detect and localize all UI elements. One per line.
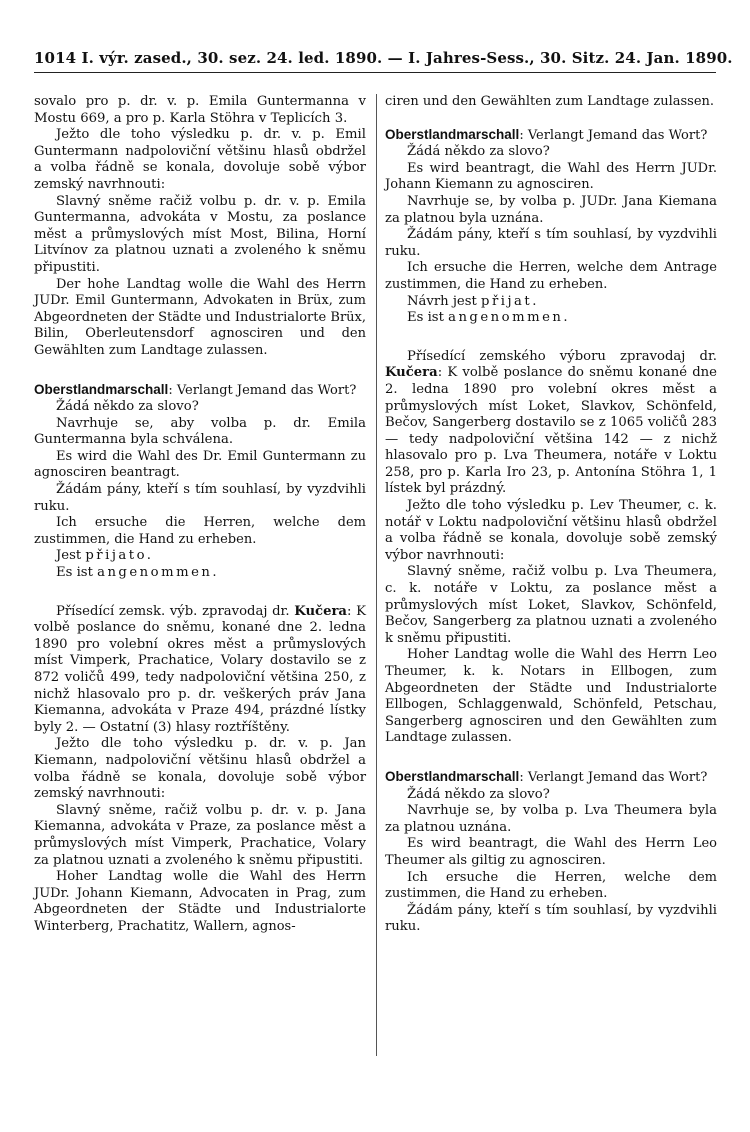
german-paragraph: Hoher Landtag wolle die Wahl des Herrn JUDr. Johann Kiemann, Advocaten in Prag, zum Abgeordneten der Städte und Industrialorte Winterberg, Prachatitz, Wallern, agnos- bbox=[34, 869, 366, 934]
result-spaced: přijat. bbox=[481, 293, 539, 309]
speaker-paragraph: Oberstlandmarschall: Verlangt Jemand das Wort? bbox=[385, 768, 708, 785]
header-rule bbox=[34, 72, 716, 73]
speaker-name: Oberstlandmarschall bbox=[385, 126, 520, 142]
result-spaced: angenommen. bbox=[448, 310, 571, 326]
german-paragraph: Ich ersuche die Herren, welche dem Antrage zustimmen, die Hand zu erheben. bbox=[385, 260, 717, 292]
report-text: : K volbě poslance do sněmu konané dne 2. ledna 1890 pro volební okres měst a průmyslových míst Loket, Slavkov, Schönfeld, Bečov, Sangerberg dostavilo se z 1065 voličů 283 — tedy nadpoloviční většina 142 — z nichž hlasovalo pro p. Lva Theumera, notáře v Loktu 258, pro p. Karla Iro 23, p. Antonína Stöhra 1, 1 lístek byl prázdný. bbox=[385, 365, 717, 497]
result-lead: Es ist bbox=[56, 565, 98, 581]
spacer bbox=[34, 582, 366, 604]
report-intro: Přísedící zemského výboru zpravodaj dr. bbox=[407, 348, 717, 364]
report-paragraph bbox=[385, 349, 717, 498]
czech-paragraph: Žádám pány, kteří s tím souhlasí, by vyzdvihli ruku. bbox=[385, 902, 717, 935]
speech-text: Verlangt Jemand das Wort? bbox=[176, 382, 357, 398]
czech-paragraph: Ježto dle toho výsledku p. dr. v. p. Jan Kiemann, nadpoloviční většinu hlasů obdržel a volba řádně se konala, dovoluje sobě výbor zemský navrhnouti: bbox=[34, 736, 366, 802]
result-lead: Jest bbox=[56, 548, 86, 564]
czech-paragraph: Slavný sněme račiž volbu p. dr. v. p. Emila Guntermanna, advokáta v Mostu, za poslance měst a průmyslových míst Most, Bilina, Horní Litvínov za platnou uznati a zvoleného k sněmu připustiti. bbox=[34, 193, 366, 275]
german-paragraph: Es wird beantragt, die Wahl des Herrn JUDr. Johann Kiemann zu agnosciren. bbox=[385, 160, 717, 193]
german-paragraph: Es wird beantragt, die Wahl des Herrn Leo Theumer als giltig zu agnosciren. bbox=[385, 836, 717, 868]
german-paragraph: ciren und den Gewählten zum Landtage zulassen. bbox=[385, 94, 715, 109]
german-paragraph: Es wird die Wahl des Dr. Emil Guntermann zu agnosciren beantragt. bbox=[34, 448, 366, 481]
czech-paragraph: Žádá někdo za slovo? bbox=[56, 399, 199, 415]
reporter-name: Kučera bbox=[385, 365, 438, 381]
czech-paragraph: Navrhuje se, aby volba p. dr. Emila Guntermanna byla schválena. bbox=[34, 415, 366, 448]
result-lead: Návrh jest bbox=[407, 293, 481, 309]
speaker-name: Oberstlandmarschall bbox=[34, 381, 169, 397]
result-paragraph bbox=[34, 548, 366, 565]
reporter-name: Kučera bbox=[294, 603, 347, 619]
spacer bbox=[385, 111, 717, 127]
czech-paragraph: Navrhuje se, by volba p. Lva Theumera byla za platnou uznána. bbox=[385, 803, 717, 835]
left-column bbox=[34, 94, 366, 936]
result-spaced: přijato. bbox=[85, 548, 154, 564]
czech-paragraph: Žádá někdo za slovo? bbox=[407, 144, 550, 160]
czech-paragraph: Žádá někdo za slovo? bbox=[407, 786, 550, 802]
page-header: 1014 I. výr. zased., 30. sez. 24. led. 1890. — I. Jahres-Sess., 30. Sitz. 24. Jan. 1890. bbox=[34, 49, 733, 67]
right-column bbox=[385, 94, 717, 936]
result-paragraph bbox=[34, 565, 366, 582]
german-paragraph: Hoher Landtag wolle die Wahl des Herrn Leo Theumer, k. k. Notars in Ellbogen, zum Abgeordneten der Städte und Industrialorte Ellbogen, Schlaggenwald, Schönfeld, Petschau, Sangerberg agnosciren und den Gewählten zum Landtage zulassen. bbox=[385, 647, 717, 746]
german-paragraph: Ich ersuche die Herren, welche dem zustimmen, die Hand zu erheben. bbox=[385, 869, 717, 902]
czech-paragraph: Ježto dle toho výsledku p. dr. v. p. Emil Guntermann nadpoloviční většinu hlasů obdržel a volba řádně se konala, dovoluje sobě výbor zemský navrhnouti: bbox=[34, 127, 366, 192]
czech-paragraph: Ježto dle toho výsledku p. Lev Theumer, c. k. notář v Loktu nadpoloviční většinu hlasů obdržel a volba řádně se konala, dovoluje sobě zemský výbor navrhnouti: bbox=[385, 498, 717, 563]
czech-paragraph: Navrhuje se, by volba p. JUDr. Jana Kiemana za platnou byla uznána. bbox=[385, 193, 717, 226]
speaker-paragraph: Oberstlandmarschall: Verlangt Jemand das Wort? bbox=[34, 381, 357, 398]
speech-text: Verlangt Jemand das Wort? bbox=[527, 127, 708, 143]
speaker-paragraph: Oberstlandmarschall: Verlangt Jemand das Wort? bbox=[385, 126, 708, 143]
czech-paragraph: sovalo pro p. dr. v. p. Emila Guntermanna v Mostu 669, a pro p. Karla Stöhra v Teplicích 3. bbox=[34, 94, 366, 126]
czech-paragraph: Slavný sněme, račiž volbu p. dr. v. p. Jana Kiemanna, advokáta v Praze, za poslance měst a průmyslových míst Vimperk, Prachatice, Volary za platnou uznati a zvoleného k sněmu připustiti. bbox=[34, 802, 366, 868]
report-paragraph bbox=[34, 604, 366, 737]
spacer bbox=[34, 360, 366, 382]
speaker-name: Oberstlandmarschall bbox=[385, 768, 520, 784]
report-intro: Přísedící zemsk. výb. zpravodaj dr. bbox=[56, 603, 295, 619]
speech-text: Verlangt Jemand das Wort? bbox=[527, 769, 708, 785]
result-spaced: angenommen. bbox=[97, 565, 220, 581]
spacer bbox=[385, 747, 717, 769]
german-paragraph: Ich ersuche die Herren, welche dem zustimmen, die Hand zu erheben. bbox=[34, 515, 366, 547]
column-divider bbox=[376, 94, 377, 1056]
result-paragraph bbox=[385, 294, 717, 311]
german-paragraph: Der hohe Landtag wolle die Wahl des Herrn JUDr. Emil Guntermann, Advokaten in Brüx, zum Abgeordneten der Städte und Industrialorte Brüx, Bilin, Oberleutensdorf agnosciren und den Gewählten zum Landtage zulassen. bbox=[34, 276, 366, 358]
report-text: : K volbě poslance do sněmu, konané dne 2. ledna 1890 pro volební okres měst a průmyslových míst Vimperk, Prachatice, Volary dostavilo se z 872 voličů 499, tedy nadpoloviční většina 250, z nichž hlasovalo pro p. dr. veškerých práv Jana Kiemanna, advokáta v Praze 494, prázdné lístky byly 2. — Ostatní (3) hlasy roztříštěny. bbox=[34, 603, 366, 735]
czech-paragraph: Žádám pány, kteří s tím souhlasí, by vyzdvihli ruku. bbox=[385, 227, 717, 259]
result-lead: Es ist bbox=[407, 310, 449, 326]
spacer bbox=[385, 327, 717, 349]
czech-paragraph: Žádám pány, kteří s tím souhlasí, by vyzdvihli ruku. bbox=[34, 482, 366, 514]
result-paragraph bbox=[385, 310, 717, 327]
czech-paragraph: Slavný sněme, račiž volbu p. Lva Theumera, c. k. notáře v Loktu, za poslance měst a průmyslových míst Loket, Slavkov, Schönfeld, Bečov, Sangerberg za platnou uznati a zvoleného k sněmu připustiti. bbox=[385, 564, 717, 646]
